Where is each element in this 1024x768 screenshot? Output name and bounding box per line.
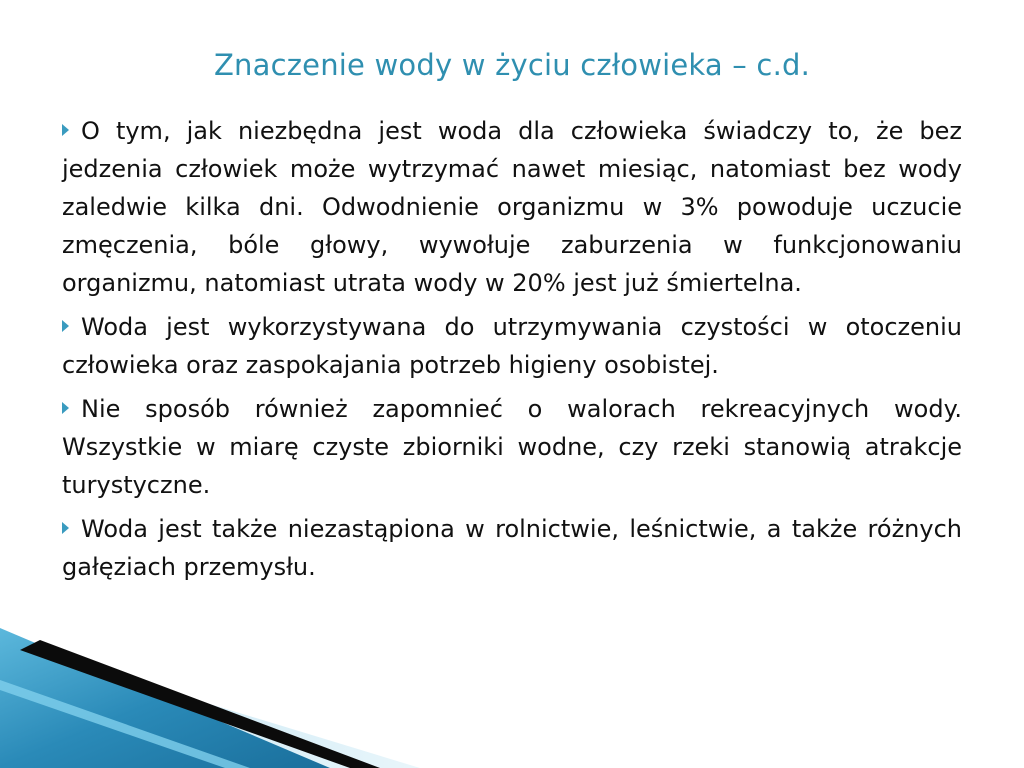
bullet-item: [62, 390, 962, 504]
bullet-item: [62, 510, 962, 586]
bullet-list: [62, 112, 962, 592]
bullet-text: Woda jest także niezastąpiona w rolnictwie, leśnictwie, a także różnych gałęziach przemysłu.: [62, 515, 962, 581]
bullet-item: [62, 112, 962, 302]
triangle-right-icon: [62, 402, 69, 414]
bullet-text: Nie sposób również zapomnieć o walorach rekreacyjnych wody. Wszystkie w miarę czyste zbiorniki wodne, czy rzeki stanowią atrakcje turystyczne.: [62, 395, 962, 499]
bullet-text: Woda jest wykorzystywana do utrzymywania czystości w otoczeniu człowieka oraz zaspokajania potrzeb higieny osobistej.: [62, 313, 962, 379]
bullet-item: [62, 308, 962, 384]
page-title: Znaczenie wody w życiu człowieka – c.d.: [213, 48, 811, 82]
triangle-right-icon: [62, 320, 69, 332]
bullet-text: O tym, jak niezbędna jest woda dla człowieka świadczy to, że bez jedzenia człowiek może wytrzymać nawet miesiąc, natomiast bez wody zaledwie kilka dni. Odwodnienie organizmu w 3% powoduje uczucie zmęczenia, bóle głowy, wywołuje zaburzenia w funkcjonowaniu organizmu, natomiast utrata wody w 20% jest już śmiertelna.: [62, 117, 962, 297]
triangle-right-icon: [62, 124, 69, 136]
triangle-right-icon: [62, 522, 69, 534]
